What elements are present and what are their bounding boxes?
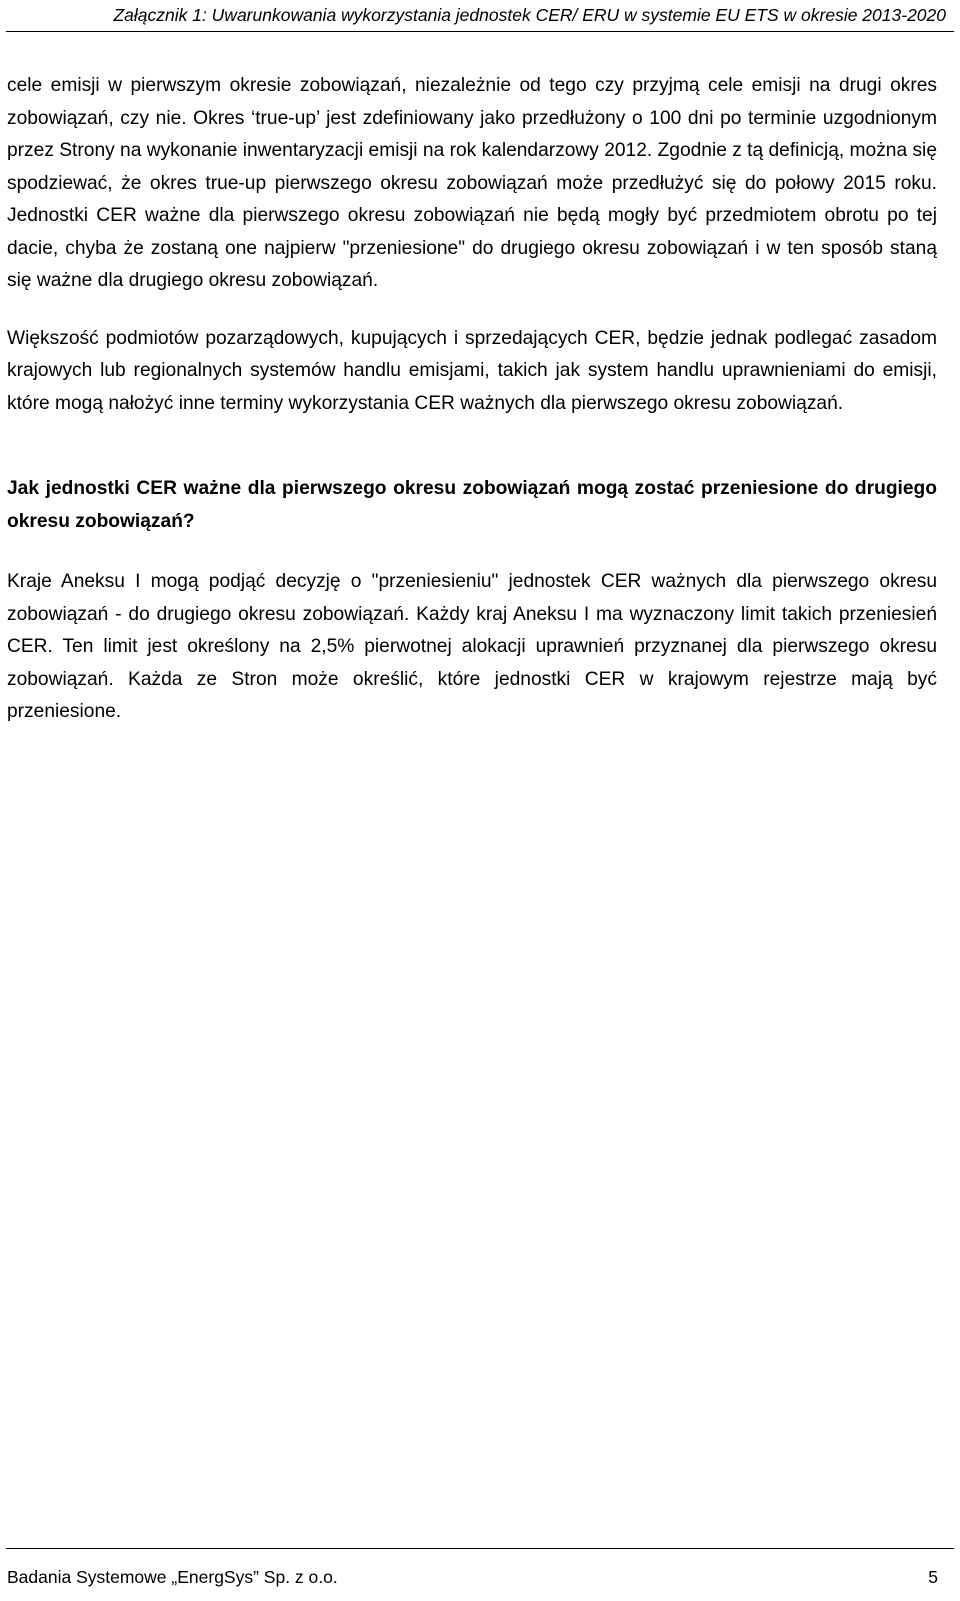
header-title: Załącznik 1: Uwarunkowania wykorzystania jednostek CER/ ERU w systemie EU ETS w okresie 2013-2020: [113, 5, 946, 25]
page-number: 5: [928, 1567, 938, 1587]
header-divider: [6, 31, 954, 32]
paragraph-true-up-period: cele emisji w pierwszym okresie zobowiązań, niezależnie od tego czy przyjmą cele emisji na drugi okres zobowiązań, czy nie. Okres ‘true-up’ jest zdefiniowany jako przedłużony o 100 dni po terminie uzgodnionym przez Strony na wykonanie inwentaryzacji emisji na rok kalendarzowy 2012. Zgodnie z tą definicją, można się spodziewać, że okres true-up pierwszego okresu zobowiązań może przedłużyć się do połowy 2015 roku. Jednostki CER ważne dla pierwszego okresu zobowiązań nie będą mogły być przedmiotem obrotu po tej dacie, chyba że zostaną one najpierw "przeniesione" do drugiego okresu zobowiązań i w ten sposób staną się ważne dla drugiego okresu zobowiązań.: [7, 75, 937, 291]
paragraph-non-governmental-entities: Większość podmiotów pozarządowych, kupujących i sprzedających CER, będzie jednak podlegać zasadom krajowych lub regionalnych systemów handlu emisjami, takich jak system handlu uprawnieniami do emisji, które mogą nałożyć inne terminy wykorzystania CER ważnych dla pierwszego okresu zobowiązań.: [7, 327, 937, 414]
question-heading: Jak jednostki CER ważne dla pierwszego okresu zobowiązań mogą zostać przeniesione do drugiego okresu zobowiązań?: [7, 478, 937, 532]
paragraph-annex-i-carry-over: Kraje Aneksu I mogą podjąć decyzję o "przeniesieniu" jednostek CER ważnych dla pierwszego okresu zobowiązań - do drugiego okresu zobowiązań. Każdy kraj Aneksu I ma wyznaczony limit takich przeniesień CER. Ten limit jest określony na 2,5% pierwotnej alokacji uprawnień przyznanej dla pierwszego okresu zobowiązań. Każda ze Stron może określić, które jednostki CER w krajowym rejestrze mają być przeniesione.: [7, 571, 937, 722]
document-body: [7, 70, 937, 729]
page-footer: [0, 1548, 960, 1598]
footer-divider: [6, 1548, 954, 1549]
page-header: [0, 0, 960, 38]
footer-company: Badania Systemowe „EnergSys” Sp. z o.o.: [7, 1567, 338, 1587]
